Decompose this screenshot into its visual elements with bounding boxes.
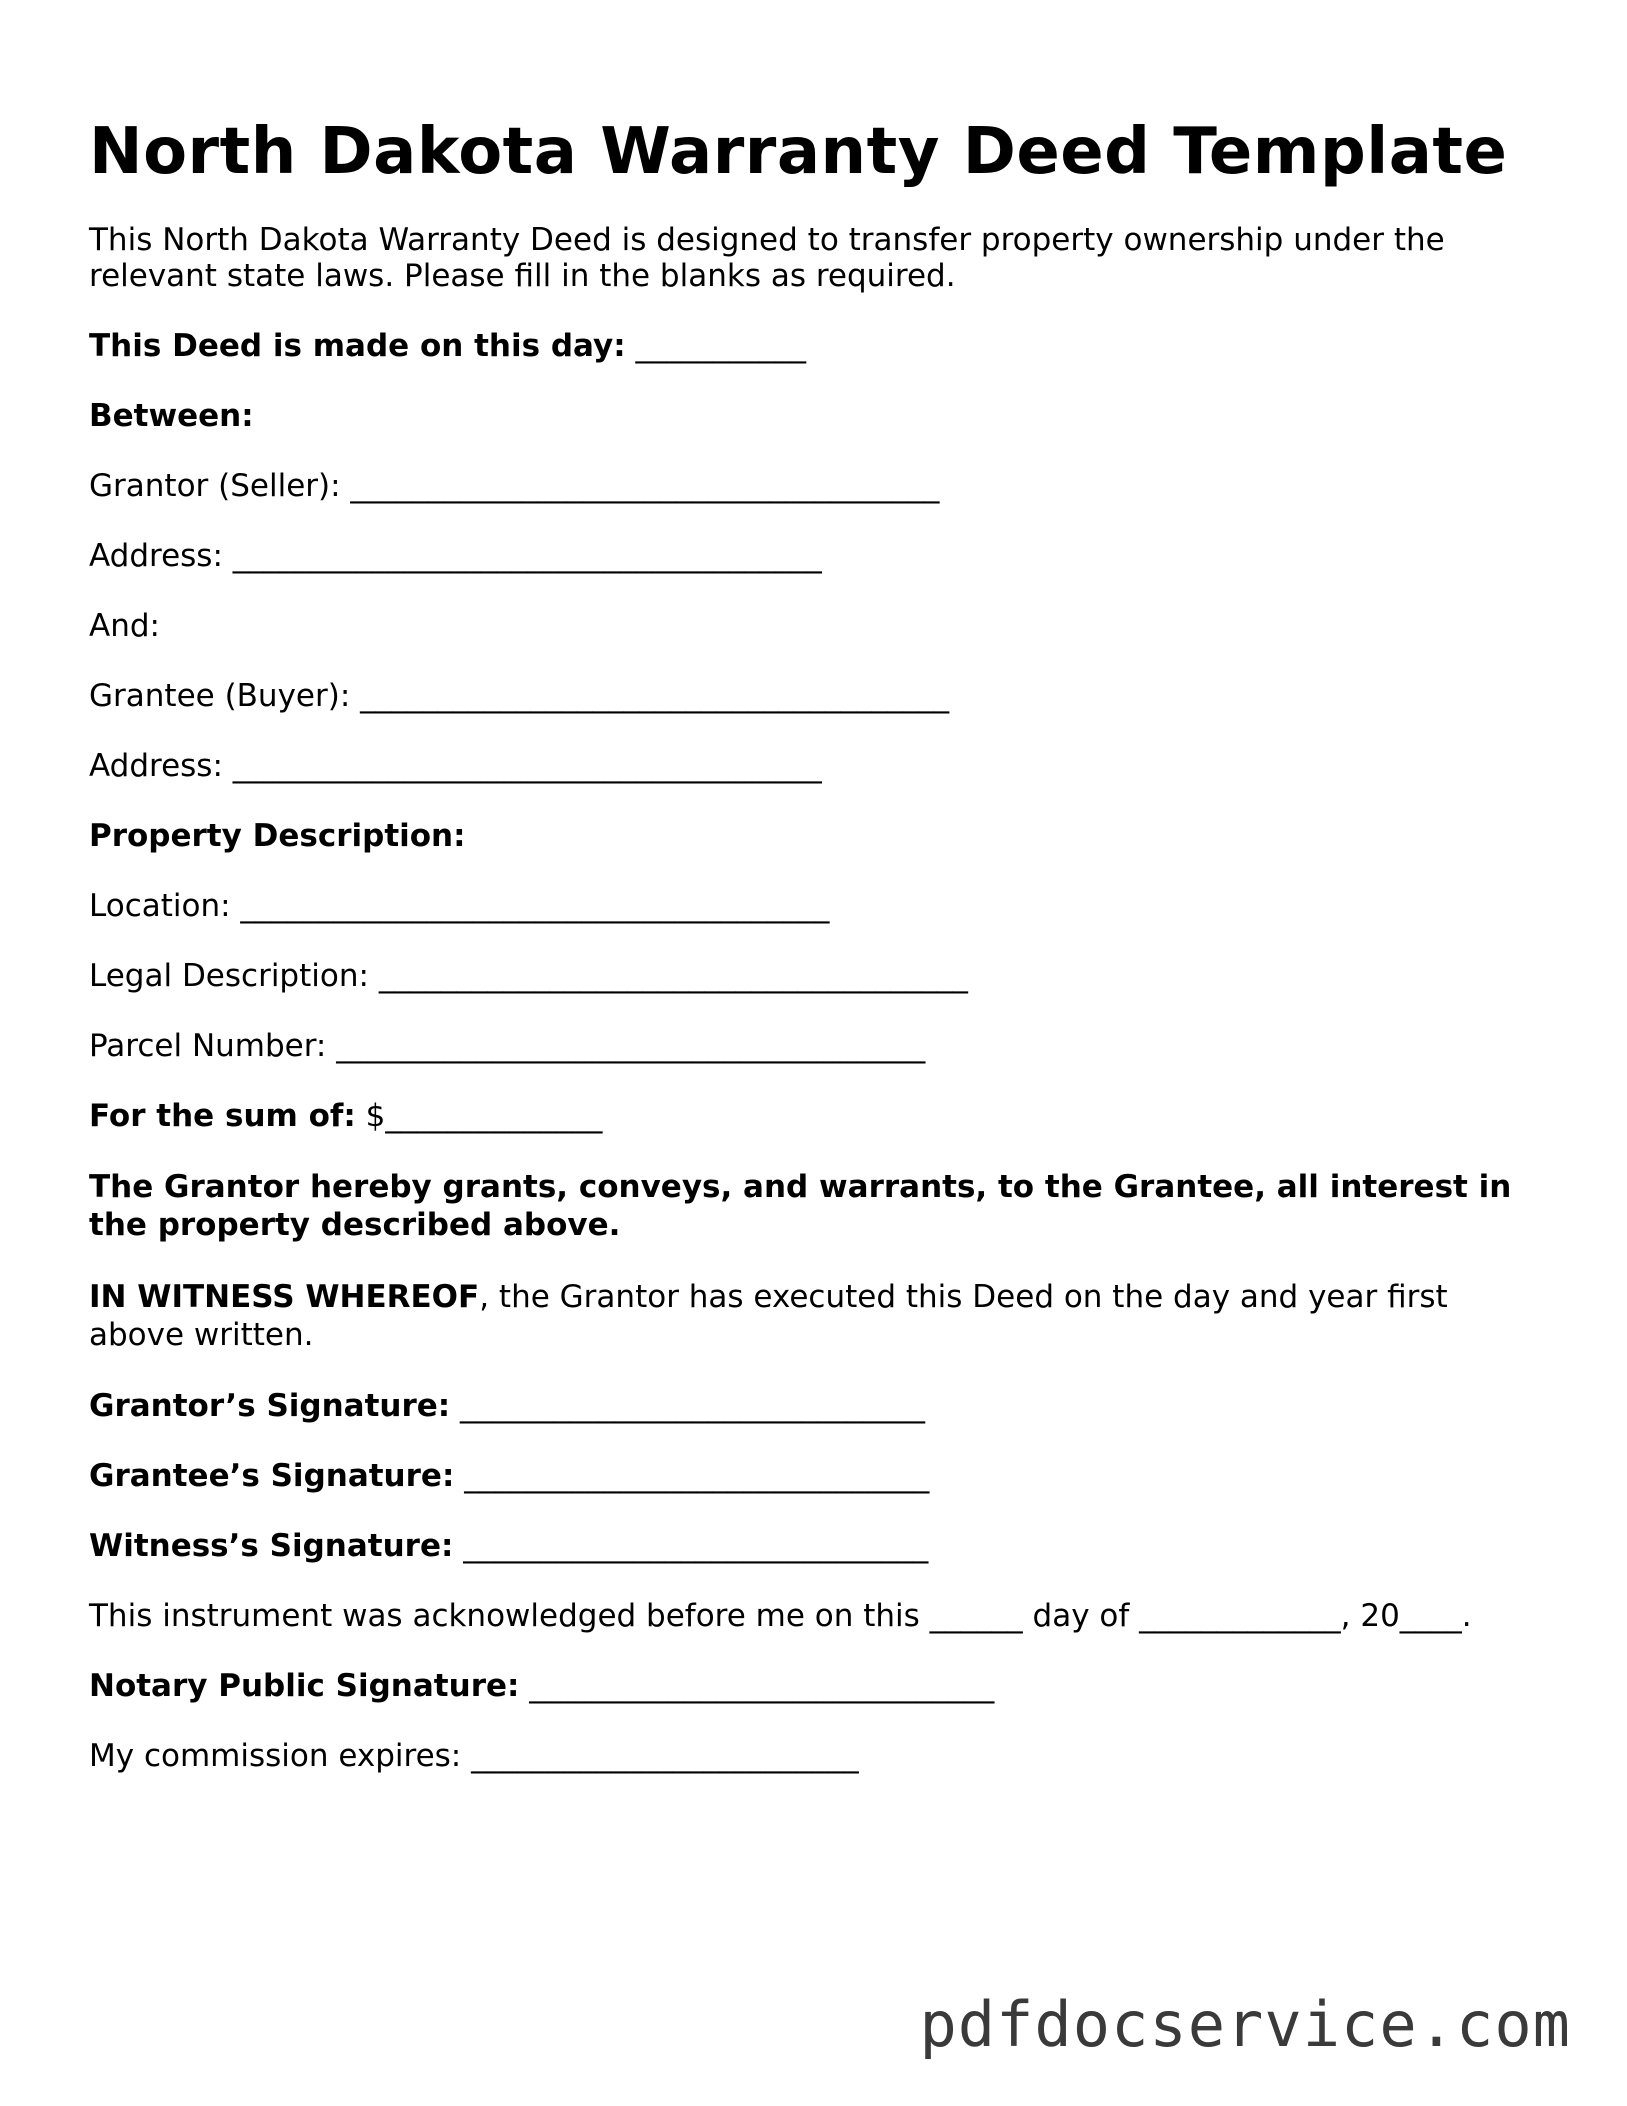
- intro-text: This North Dakota Warranty Deed is designed to transfer property ownership under the relevant state laws. Please fill in the blanks as required.: [89, 222, 1445, 294]
- sum-line: [89, 1098, 1549, 1134]
- notary-signature-line: [89, 1668, 1549, 1704]
- legal-description-line: [89, 958, 1549, 994]
- grantor-signature-label: Grantor’s Signature:: [89, 1388, 451, 1424]
- watermark-logo: pdfdocservice.com: [919, 1988, 1571, 2061]
- sum-blank[interactable]: $______________: [365, 1098, 603, 1134]
- acknowledgment-line[interactable]: This instrument was acknowledged before me on this ______ day of _____________, 20____.: [89, 1598, 1472, 1634]
- grantee-address-line: [89, 748, 1549, 784]
- grant-clause: The Grantor hereby grants, conveys, and warrants, to the Grantee, all interest in the property described above.: [89, 1169, 1512, 1243]
- deed-date-label: This Deed is made on this day:: [89, 328, 626, 364]
- deed-date-line: [89, 328, 1549, 364]
- and-label: And:: [89, 608, 160, 644]
- witness-signature-line: [89, 1528, 1549, 1564]
- legal-description-label: Legal Description:: [89, 958, 369, 994]
- property-description-heading: Property Description:: [89, 818, 466, 854]
- deed-date-blank[interactable]: ___________: [635, 328, 806, 364]
- grantor-address-blank[interactable]: ______________________________________: [232, 538, 822, 574]
- notary-signature-blank[interactable]: ______________________________: [529, 1668, 995, 1704]
- grantor-line: [89, 468, 1549, 504]
- grantee-signature-line: [89, 1458, 1549, 1494]
- location-line: [89, 888, 1549, 924]
- witness-signature-blank[interactable]: ______________________________: [463, 1528, 929, 1564]
- legal-description-blank[interactable]: ______________________________________: [378, 958, 968, 994]
- location-blank[interactable]: ______________________________________: [240, 888, 830, 924]
- commission-label: My commission expires:: [89, 1738, 462, 1774]
- parcel-number-blank[interactable]: ______________________________________: [336, 1028, 926, 1064]
- grantee-signature-label: Grantee’s Signature:: [89, 1458, 455, 1494]
- grantor-signature-line: [89, 1388, 1549, 1424]
- grantor-blank[interactable]: ______________________________________: [350, 468, 940, 504]
- deed-page: [89, 110, 1549, 1774]
- between-label: Between:: [89, 398, 254, 434]
- grantor-signature-blank[interactable]: ______________________________: [460, 1388, 926, 1424]
- grantee-line: [89, 678, 1549, 714]
- witness-whereof-clause: [89, 1278, 1539, 1354]
- grantor-address-line: [89, 538, 1549, 574]
- commission-line: [89, 1738, 1549, 1774]
- sum-label: For the sum of:: [89, 1098, 356, 1134]
- grantee-blank[interactable]: ______________________________________: [360, 678, 950, 714]
- grantee-address-blank[interactable]: ______________________________________: [232, 748, 822, 784]
- parcel-number-label: Parcel Number:: [89, 1028, 327, 1064]
- grantor-label: Grantor (Seller):: [89, 468, 341, 504]
- notary-signature-label: Notary Public Signature:: [89, 1668, 520, 1704]
- grantee-signature-blank[interactable]: ______________________________: [464, 1458, 930, 1494]
- witness-whereof-text: , the Grantor has executed this Deed on the day and year first above written.: [89, 1279, 1448, 1353]
- page-title: North Dakota Warranty Deed Template: [89, 115, 1508, 189]
- location-label: Location:: [89, 888, 231, 924]
- witness-signature-label: Witness’s Signature:: [89, 1528, 454, 1564]
- witness-whereof-bold: IN WITNESS WHEREOF: [89, 1279, 480, 1315]
- grantee-address-label: Address:: [89, 748, 223, 784]
- grantor-address-label: Address:: [89, 538, 223, 574]
- grantee-label: Grantee (Buyer):: [89, 678, 351, 714]
- parcel-number-line: [89, 1028, 1549, 1064]
- commission-blank[interactable]: _________________________: [471, 1738, 859, 1774]
